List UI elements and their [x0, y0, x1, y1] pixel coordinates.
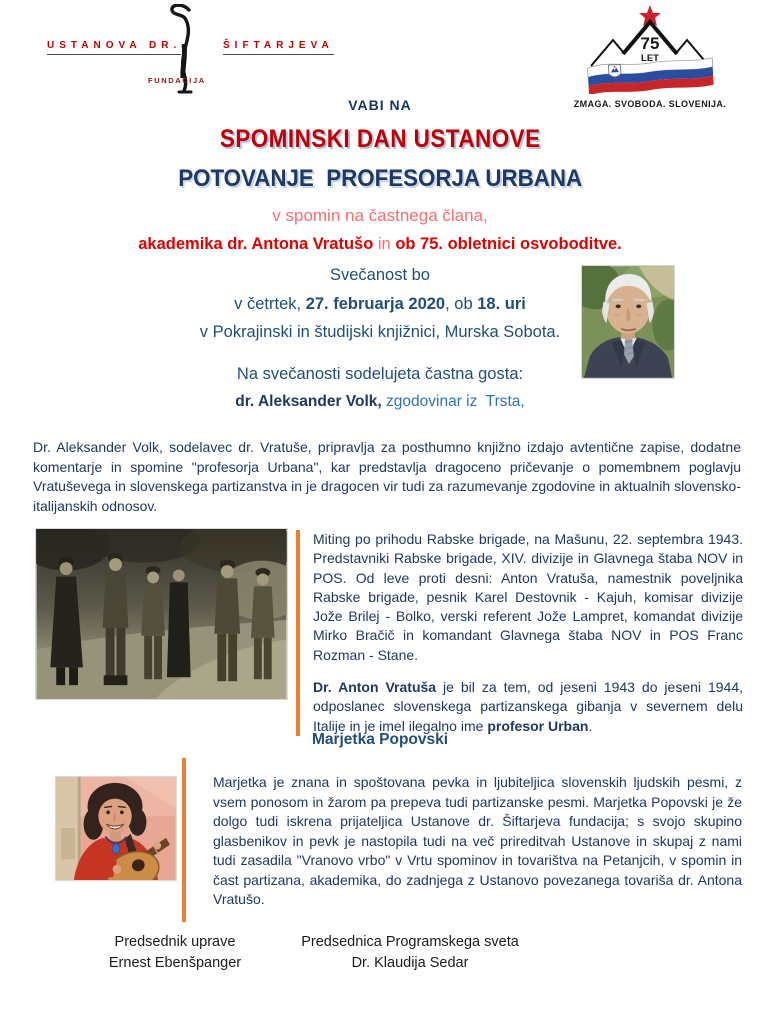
guest-line: [0, 393, 760, 411]
volk-paragraph: Dr. Aleksander Volk, sodelavec dr. Vratuše, pripravlja za posthumno knjižno izdajo avtentične zapise, dodatne komentarje in spomine "profesorja Urbana", kar predstavlja dragoceno pričevanje o pomembnem poglavju Vratuševega in slovenskega partizanstva in je dragocen vir tudi za razumevanje zgodovine in aktualnih slovensko-italijanskih odnosov.: [33, 439, 741, 514]
anniversary-note: ob 75. obletnici osvoboditve.: [395, 235, 622, 253]
mountain-star-flag-icon: [563, 2, 738, 94]
event-title-text: SPOMINSKI DAN USTANOVE: [219, 125, 541, 153]
partisans-photo: [35, 528, 288, 700]
foundation-logo-text-1: USTANOVA DR.: [47, 40, 181, 55]
urban-alias: profesor Urban: [487, 717, 589, 734]
guest-description: zgodovinar iz Trsta,: [381, 393, 525, 410]
vratusa-name: Dr. Anton Vratuša: [313, 679, 437, 696]
guest-name: dr. Aleksander Volk,: [235, 393, 382, 410]
memorial-line: v spomin na častnega člana,: [272, 206, 488, 225]
photo-caption: Miting po prihodu Rabske brigade, na Mašunu, 22. septembra 1943. Predstavniki Rabske brigade, XIV. divizije in Glavnega štaba NOV in POS. Od leve proti desni: Anton Vratuša, namestnik poveljnika Rabske brigade, pesnik Karel Destovnik - Kajuh, komisar divizije Jože Brilej - Bolko, verski referent Jože Lampret, komandat divizije Mirko Bračič in komandant Glavnega štaba NOV in POS Franc Rozman - Stane.: [313, 531, 743, 663]
signature-right-name: Dr. Klaudija Sedar: [351, 955, 469, 971]
vratusa-paragraph: [313, 678, 747, 736]
marjetka-paragraph-block: [182, 758, 742, 922]
foundation-logo-subtitle: FUNDACIJA: [148, 76, 206, 85]
date-prefix: v četrtek,: [234, 295, 306, 313]
foundation-logo-text-2: ŠIFTARJEVA: [223, 40, 334, 55]
foundation-logo: [45, 4, 365, 96]
vratusa-text-end: .: [588, 717, 593, 734]
date-mid: , ob: [445, 295, 478, 313]
date-value: 27. februarja 2020: [305, 295, 446, 313]
venue-line: v Pokrajinski in študijski knjižnici, Murska Sobota.: [199, 323, 561, 341]
event-title: [0, 125, 760, 154]
marjetka-paragraph: Marjetka je znana in spoštovana pevka in ljubiteljica slovenskih ljudskih pesmi, z vsem ponosom in žarom pa prepeva tudi partizanske pesmi. Marjetka Popovski je že dolgo tudi iskrena prijateljica Ustanove dr. Šiftarjeva fundacija; s svojo skupino glasbenikov in pevk je nastopila tudi na več prireditvah Ustanove in skupaj z nami tudi zasadila "Vranovo vrbo" v Vrtu spominov in tovarištva na Petanjcih, v spomin in čast partizana, akademika, do zadnjega z Ustanovo povezanega tovariša dr. Antona Vratušo.: [213, 774, 742, 907]
invite-lead: VABI NA: [348, 97, 412, 113]
portrait-photo: [581, 265, 675, 379]
time-value: 18. uri: [477, 295, 526, 313]
anniversary-years-label: LET: [640, 53, 659, 64]
event-subtitle: [0, 165, 760, 193]
vratusa-text: je bil za tem, od jeseni 1943 do jeseni 1944, odposlanec slovenskega partizanskega gibanja v severnem delu Italije in je imel ilegalno ime: [313, 679, 747, 734]
signature-right-role: Predsednica Programskega sveta: [301, 934, 519, 950]
honoree-connector: in: [373, 235, 396, 253]
marjetka-heading: Marjetka Popovski: [311, 731, 449, 748]
signature-right: [250, 932, 570, 974]
honoree-name: akademika dr. Antona Vratušo: [138, 235, 374, 253]
photo-caption-block: [296, 530, 747, 736]
ceremony-line: Svečanost bo: [330, 266, 430, 284]
signature-left-name: Ernest Ebenšpanger: [108, 955, 242, 971]
honoree-line: [0, 235, 760, 254]
singer-photo: [55, 776, 177, 881]
event-subtitle-text: POTOVANJE PROFESORJA URBANA: [178, 165, 582, 192]
anniversary-motto: ZMAGA. SVOBODA. SLOVENIJA.: [573, 99, 727, 109]
signature-left-role: Predsednik uprave: [114, 934, 236, 950]
guests-intro: Na svečanosti sodelujeta častna gosta:: [236, 365, 524, 383]
anniversary-years: 75: [640, 34, 659, 53]
anniversary-logo: [561, 2, 739, 109]
